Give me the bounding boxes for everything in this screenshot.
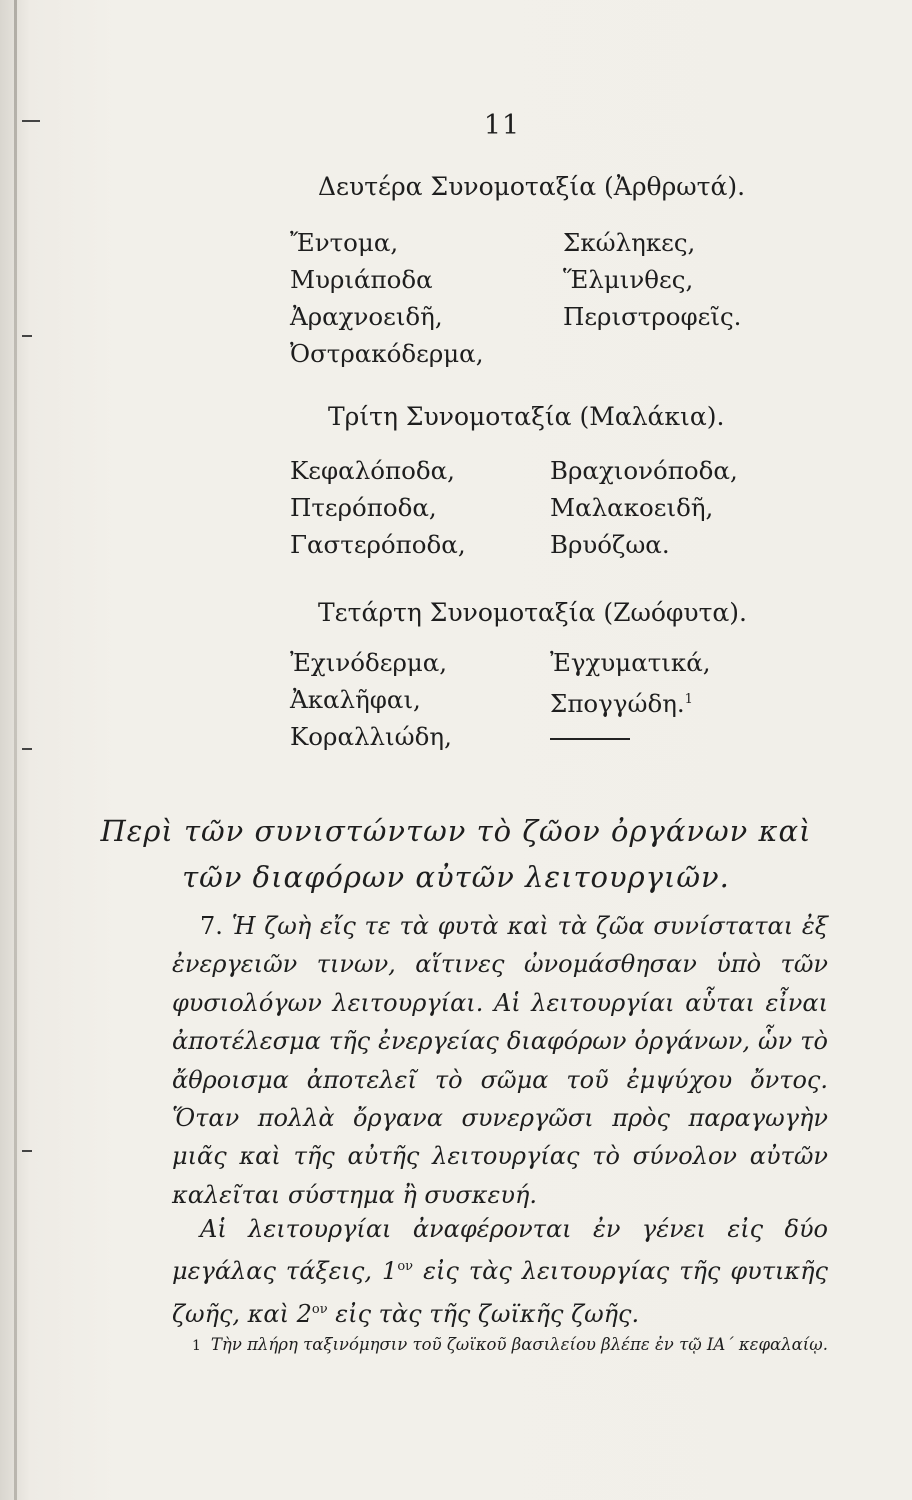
- right-column: [550, 452, 738, 563]
- margin-mark: [22, 1150, 32, 1152]
- list-item: [550, 681, 711, 718]
- list-item: Ὀστρακόδερμα,: [290, 339, 484, 368]
- list-item: Βραχιονόποδα,: [550, 456, 738, 485]
- list-end-rule: [550, 718, 711, 755]
- ordinal-suffix: ον: [397, 1259, 414, 1275]
- list-item: Σκώληκες,: [563, 228, 696, 257]
- paragraph: [172, 1210, 828, 1333]
- margin-mark: [22, 748, 32, 750]
- section-title-line: Περὶ τῶν συνιστώντων τὸ ζῶον ὀργάνων καὶ: [100, 814, 812, 848]
- group-heading: Τετάρτη Συνομοταξία (Ζωόφυτα).: [318, 598, 748, 627]
- group-heading: Δευτέρα Συνομοταξία (Ἀρθρωτά).: [318, 172, 746, 201]
- paragraph-text: Ἡ ζωὴ εἴς τε τὰ φυτὰ καὶ τὰ ζῶα συνίσταται ἐξ ἐνεργειῶν τινων, αἵτινες ὠνομάσθησαν ὑπὸ τῶν φυσιολόγων λειτουργίαι. Αἱ λειτουργίαι αὗται εἶναι ἀποτέλεσμα τῆς ἐνεργείας διαφόρων ὀργάνων, ὧν τὸ ἄθροισμα ἀποτελεῖ τὸ σῶμα τοῦ ἐμψύχου ὄντος. Ὅταν πολλὰ ὄργανα συνεργῶσι πρὸς παραγωγὴν μιᾶς καὶ τῆς αὐτῆς λειτουργίας τὸ σύνολον αὐτῶν καλεῖται σύστημα ἢ συσκευή.: [172, 912, 829, 1209]
- left-column: [290, 644, 452, 755]
- page-binding-edge: [14, 0, 17, 1500]
- list-item: Ἔντομα,: [290, 228, 399, 257]
- list-item: Κεφαλόποδα,: [290, 456, 455, 485]
- list-item: Γαστερόποδα,: [290, 530, 466, 559]
- page-number-text: 11: [483, 110, 521, 141]
- list-item: Ἕλμινθες,: [563, 265, 694, 294]
- list-item: Βρυόζωα.: [550, 530, 670, 559]
- paragraph: [172, 907, 828, 1214]
- footnote: [172, 1328, 828, 1363]
- dash-rule: [550, 738, 630, 740]
- left-column: [290, 224, 483, 372]
- list-item: Μαλακοειδῆ,: [550, 493, 714, 522]
- right-column: [550, 644, 711, 755]
- list-item: Ἐχινόδερμα,: [290, 648, 448, 677]
- list-item: Κοραλλιώδη,: [290, 722, 452, 751]
- list-item: Ἀκαλῆφαι,: [290, 685, 421, 714]
- margin-mark: [22, 335, 32, 337]
- footnote-text: Τὴν πλήρη ταξινόμησιν τοῦ ζωϊκοῦ βασιλείου βλέπε ἐν τῷ ΙΑ΄ κεφαλαίῳ.: [210, 1335, 828, 1354]
- section-title-line: τῶν διαφόρων αὐτῶν λειτουργιῶν.: [182, 860, 730, 894]
- paragraph-number: 7.: [200, 912, 223, 940]
- list-item-text: Σπογγώδη.: [550, 689, 685, 719]
- paragraph-text: εἰς τὰς λειτουργίας τῆς φυτικῆς ζωῆς, καὶ 2: [172, 1257, 828, 1328]
- group-heading: Τρίτη Συνομοταξία (Μαλάκια).: [328, 402, 725, 431]
- paragraph-text: Αἱ λειτουργίαι ἀναφέρονται ἐν γένει εἰς δύο μεγάλας τάξεις, 1: [172, 1215, 828, 1286]
- page-number: [0, 110, 912, 141]
- list-item: Πτερόποδα,: [290, 493, 437, 522]
- footnote-number: 1: [192, 1338, 201, 1354]
- paragraph-text: εἰς τὰς τῆς ζωϊκῆς ζωῆς.: [327, 1299, 640, 1328]
- list-item: Ἐγχυματικά,: [550, 648, 711, 677]
- list-item: Μυριάποδα: [290, 265, 433, 294]
- list-item: Περιστροφεῖς.: [563, 302, 742, 331]
- right-column: [563, 224, 741, 335]
- list-item: Ἀραχνοειδῆ,: [290, 302, 443, 331]
- left-column: [290, 452, 466, 563]
- section-title: [0, 808, 912, 900]
- ordinal-suffix: ον: [311, 1301, 328, 1317]
- footnote-reference: 1: [684, 692, 693, 707]
